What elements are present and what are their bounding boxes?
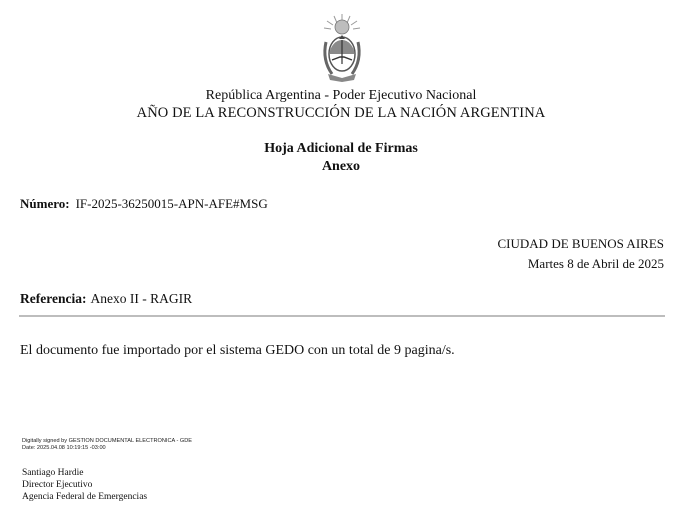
document-number: [20, 196, 268, 212]
document-subtitle: Anexo: [321, 159, 361, 174]
signer-block: [22, 467, 147, 503]
argentina-coat-of-arms-icon: [318, 12, 366, 84]
section-divider: [19, 315, 665, 317]
document-city: CIUDAD DE BUENOS AIRES: [497, 236, 664, 251]
document-date: Martes 8 de Abril de 2025: [527, 256, 664, 271]
reference-value: Anexo II - RAGIR: [90, 291, 193, 306]
document-number-value: IF-2025-36250015-APN-AFE#MSG: [75, 196, 268, 211]
reference-label: Referencia:: [20, 291, 87, 306]
header-year-motto: AÑO DE LA RECONSTRUCCIÓN DE LA NACIÓN ARGENTINA: [136, 105, 546, 121]
digital-signature-date: Date: 2025.04.08 10:19:15 -03:00: [22, 445, 106, 451]
signer-agency: Agencia Federal de Emergencias: [22, 492, 148, 502]
document-number-label: Número:: [20, 196, 70, 211]
digital-signature-stamp: [22, 438, 192, 452]
document-reference: [20, 291, 192, 307]
digital-signature-signer: Digitally signed by GESTION DOCUMENTAL ELECTRONICA - GDE: [22, 438, 193, 444]
document-body-text: El documento fue importado por el sistema GEDO con un total de 9 pagina/s.: [20, 343, 455, 358]
signer-position: Director Ejecutivo: [22, 480, 93, 490]
header-government-line: República Argentina - Poder Ejecutivo Nacional: [205, 88, 477, 103]
document-title: Hoja Adicional de Firmas: [264, 141, 418, 156]
signer-name: Santiago Hardie: [22, 468, 84, 478]
